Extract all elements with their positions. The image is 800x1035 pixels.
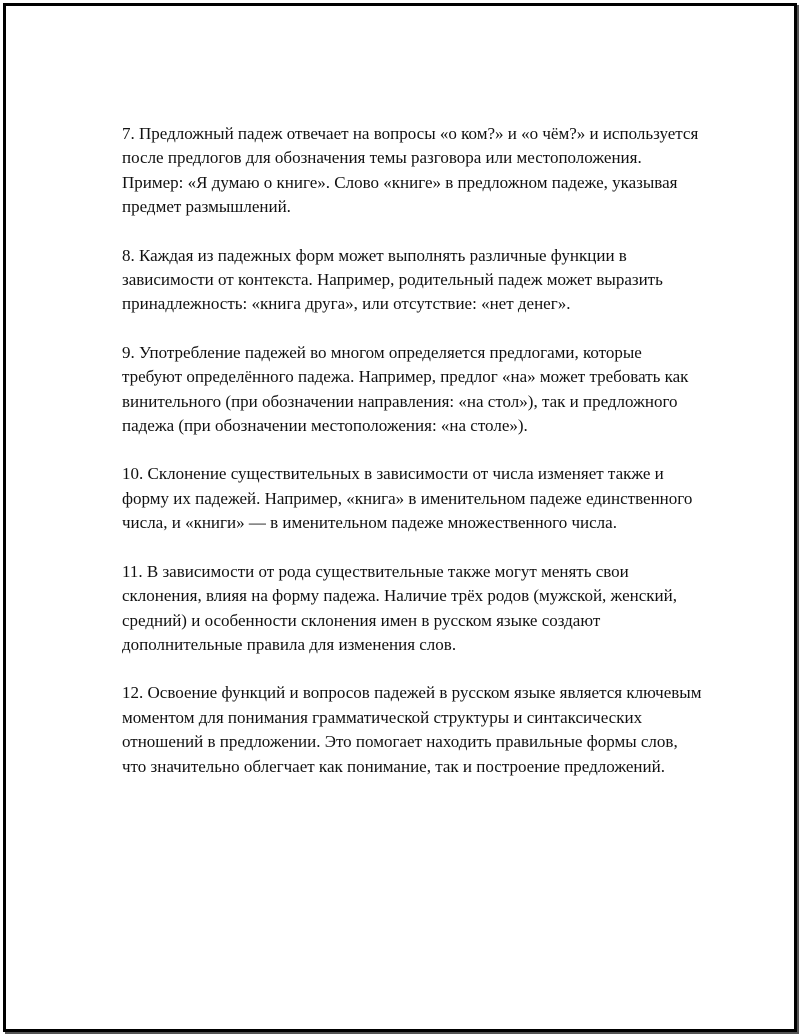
- paragraph-7: 7. Предложный падеж отвечает на вопросы «о ком?» и «о чём?» и используется после предлогов для обозначения темы разговора или местоположения. Пример: «Я думаю о книге». Слово «книге» в предложном падеже, указывая предмет размышлений.: [122, 124, 699, 217]
- paragraph-11: 11. В зависимости от рода существительные также могут менять свои склонения, влияя на форму падежа. Наличие трёх родов (мужской, женский, средний) и особенности склонения имен в русском языке создают дополнительные правила для изменения слов.: [122, 561, 677, 654]
- paragraph-12: 12. Освоение функций и вопросов падежей в русском языке является ключевым моментом для понимания грамматической структуры и синтаксических отношений в предложении. Это помогает находить правильные формы слов, что значительно облегчает как понимание, так и построение предложений.: [122, 683, 702, 776]
- paragraph-9: 9. Употребление падежей во многом определяется предлогами, которые требуют определённого падежа. Например, предлог «на» может требовать как винительного (при обозначении направления: «на стол»), так и предложного падежа (при обозначении местоположения: «на столе»).: [122, 342, 689, 436]
- document-body: [122, 122, 702, 779]
- paragraph-8: 8. Каждая из падежных форм может выполнять различные функции в зависимости от контекста. Например, родительный падеж может выразить принадлежность: «книга друга», или отсутствие: «нет денег».: [122, 245, 663, 314]
- paragraph-10: 10. Склонение существительных в зависимости от числа изменяет также и форму их падежей. Например, «книга» в именительном падеже единственного числа, и «книги» — в именительном падеже множественного числа.: [122, 464, 693, 533]
- page-frame: [3, 3, 797, 1032]
